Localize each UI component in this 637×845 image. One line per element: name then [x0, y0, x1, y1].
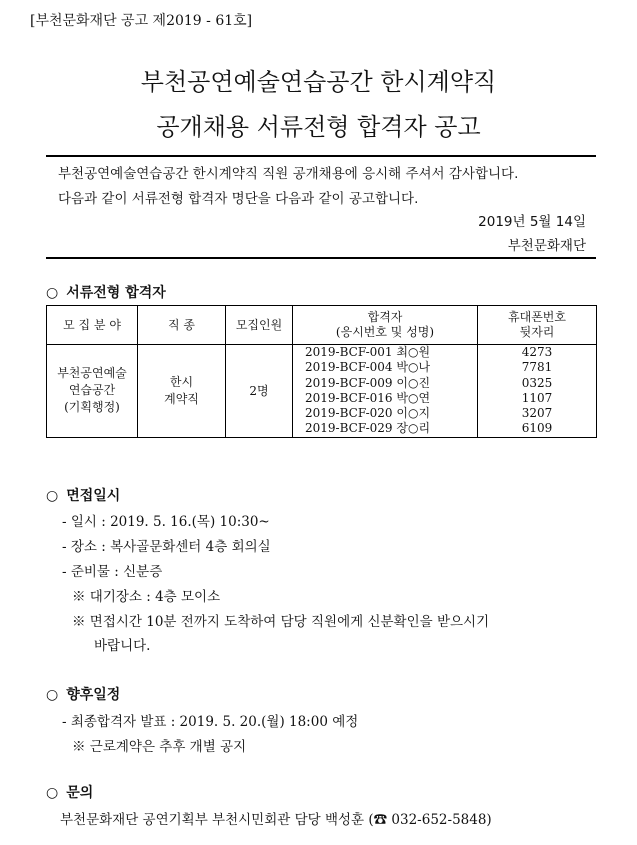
- header-phone-line1: 휴대폰번호: [508, 310, 566, 324]
- applicant-entry: 2019-BCF-001 최○원: [305, 345, 431, 359]
- header-field: 모 집 분 야: [47, 306, 138, 345]
- section-bullet: ○: [46, 785, 59, 801]
- cell-count: 2명: [226, 345, 293, 438]
- phone-entry: 3207: [521, 406, 553, 421]
- interview-heading-label: 면접일시: [66, 488, 121, 504]
- job-type-line: 계약직: [164, 391, 199, 406]
- final-announcement: - 최종합격자 발표 : 2019. 5. 20.(월) 18:00 예정: [62, 714, 359, 730]
- applicant-entry: 2019-BCF-004 박○나: [305, 360, 431, 375]
- contact-heading: [46, 782, 93, 802]
- cell-job-type: [138, 345, 226, 438]
- results-heading: [46, 282, 166, 302]
- issuing-org: 부천문화재단: [507, 238, 586, 254]
- contract-note: ※ 근로계약은 추후 개별 공지: [72, 739, 247, 755]
- contact-info: 부천문화재단 공연기획부 부천시민회관 담당 백성훈 (☎ 032-652-5848): [60, 812, 492, 828]
- phone-entry: 4273: [521, 345, 553, 359]
- applicant-entry: 2019-BCF-009 이○진: [305, 375, 431, 390]
- results-table: [46, 305, 597, 438]
- cell-applicants: [293, 345, 478, 438]
- table-header-row: [47, 306, 597, 345]
- applicant-entry: 2019-BCF-020 이○지: [305, 406, 431, 421]
- page-title-line2: 공개채용 서류전형 합격자 공고: [156, 113, 481, 141]
- section-bullet: ○: [46, 687, 59, 703]
- table-row: [47, 345, 597, 438]
- notice-number: [부천문화재단 공고 제2019 - 61호]: [30, 13, 253, 29]
- job-type-line: 한시: [169, 374, 194, 389]
- header-applicants: [293, 306, 478, 345]
- schedule-heading-label: 향후일정: [66, 687, 121, 703]
- header-applicants-line2: (응시번호 및 성명): [335, 325, 435, 339]
- interview-items-needed: - 준비물 : 신분증: [62, 564, 163, 580]
- interview-place: - 장소 : 복사골문화센터 4층 회의실: [62, 539, 271, 555]
- header-applicants-line1: 합격자: [367, 310, 403, 324]
- intro-text-line1: 부천공연예술연습공간 한시계약직 직원 공개채용에 응시해 주셔서 감사합니다.: [58, 166, 519, 182]
- interview-arrival-note-cont: 바랍니다.: [94, 638, 151, 654]
- phone-entry: 1107: [521, 390, 553, 405]
- interview-heading: [46, 485, 120, 505]
- header-count: 모집인원: [226, 306, 293, 345]
- intro-box: [46, 155, 596, 259]
- section-bullet: ○: [46, 488, 59, 504]
- page-title-line1: 부천공연예술연습공간 한시계약직: [140, 68, 497, 96]
- interview-arrival-note: ※ 면접시간 10분 전까지 도착하여 담당 직원에게 신분확인을 받으시기: [72, 614, 490, 630]
- header-phone: [478, 306, 597, 345]
- applicant-entry: 2019-BCF-029 장○리: [305, 421, 431, 436]
- phone-entry: 6109: [521, 421, 553, 436]
- field-line: 연습공간: [68, 383, 116, 398]
- cell-field: [47, 345, 138, 438]
- applicant-entry: 2019-BCF-016 박○연: [305, 390, 431, 405]
- field-line: 부천공연예술: [57, 366, 127, 381]
- schedule-heading: [46, 684, 120, 704]
- header-phone-line2: 뒷자리: [519, 325, 555, 339]
- intro-text-line2: 다음과 같이 서류전형 합격자 명단을 다음과 같이 공고합니다.: [58, 191, 419, 207]
- cell-phones: [478, 345, 597, 438]
- contact-heading-label: 문의: [66, 785, 94, 801]
- interview-date: - 일시 : 2019. 5. 16.(목) 10:30~: [62, 514, 270, 530]
- field-line: (기획행정): [64, 400, 120, 415]
- header-job-type: 직 종: [138, 306, 226, 345]
- results-heading-label: 서류전형 합격자: [66, 285, 166, 301]
- notice-date: 2019년 5월 14일: [478, 214, 586, 230]
- section-bullet: ○: [46, 285, 59, 301]
- phone-entry: 7781: [521, 360, 553, 375]
- interview-waiting-note: ※ 대기장소 : 4층 모이소: [72, 589, 221, 605]
- phone-entry: 0325: [521, 375, 553, 390]
